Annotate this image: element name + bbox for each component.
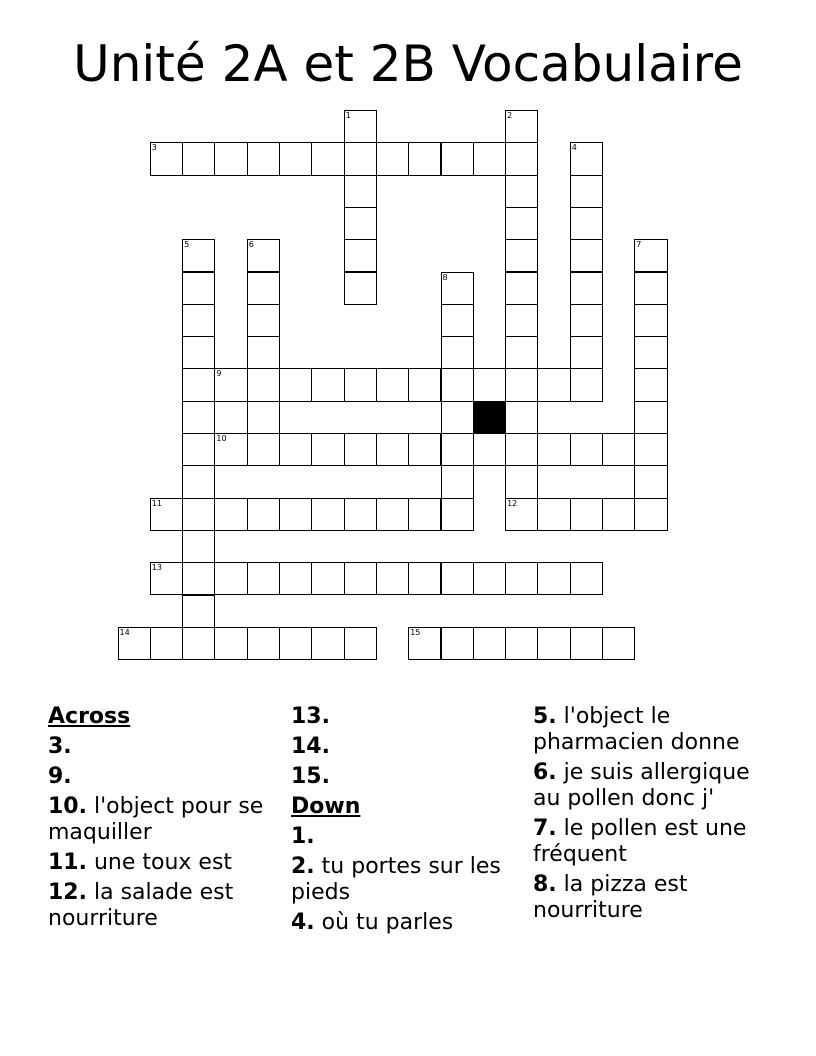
- clue-item-number: 12.: [48, 880, 87, 905]
- answer-cell[interactable]: [182, 433, 215, 466]
- answer-cell[interactable]: [150, 498, 183, 531]
- answer-cell[interactable]: [408, 562, 441, 595]
- answer-cell[interactable]: [247, 272, 280, 305]
- answer-cell[interactable]: [441, 433, 474, 466]
- answer-cell[interactable]: [473, 627, 506, 660]
- answer-cell[interactable]: [344, 562, 377, 595]
- answer-cell[interactable]: [505, 465, 538, 498]
- answer-cell[interactable]: [634, 336, 667, 369]
- answer-cell[interactable]: [441, 401, 474, 434]
- answer-cell[interactable]: [441, 627, 474, 660]
- answer-cell[interactable]: [634, 239, 667, 272]
- answer-cell[interactable]: [505, 239, 538, 272]
- answer-cell[interactable]: [376, 433, 409, 466]
- answer-cell[interactable]: [311, 368, 344, 401]
- answer-cell[interactable]: [634, 304, 667, 337]
- answer-cell[interactable]: [634, 433, 667, 466]
- clue-item: [48, 764, 268, 790]
- answer-cell[interactable]: [182, 239, 215, 272]
- clue-number: 1: [345, 111, 351, 120]
- clue-item-number: 6.: [533, 760, 557, 785]
- clue-item: [48, 734, 268, 760]
- answer-cell[interactable]: [279, 142, 312, 175]
- answer-cell[interactable]: [537, 627, 570, 660]
- answer-cell[interactable]: [634, 401, 667, 434]
- answer-cell[interactable]: [570, 336, 603, 369]
- answer-cell[interactable]: [376, 368, 409, 401]
- answer-cell[interactable]: [441, 465, 474, 498]
- answer-cell[interactable]: [570, 433, 603, 466]
- clue-number: 13: [151, 563, 162, 573]
- answer-cell[interactable]: [570, 239, 603, 272]
- answer-cell[interactable]: [344, 627, 377, 660]
- answer-cell[interactable]: [441, 562, 474, 595]
- answer-cell[interactable]: [505, 562, 538, 595]
- answer-cell[interactable]: [570, 142, 603, 175]
- answer-cell[interactable]: [376, 498, 409, 531]
- answer-cell[interactable]: [376, 562, 409, 595]
- answer-cell[interactable]: [247, 562, 280, 595]
- answer-cell[interactable]: [182, 336, 215, 369]
- answer-cell[interactable]: [344, 207, 377, 240]
- answer-cell[interactable]: [408, 627, 441, 660]
- answer-cell[interactable]: [441, 304, 474, 337]
- clue-item-text: la pizza est nourriture: [533, 872, 688, 923]
- answer-cell[interactable]: [182, 562, 215, 595]
- answer-cell[interactable]: [602, 498, 635, 531]
- clue-item: [533, 704, 773, 756]
- answer-cell[interactable]: [537, 433, 570, 466]
- answer-cell[interactable]: [537, 562, 570, 595]
- clue-item-number: 9.: [48, 764, 72, 789]
- answer-cell[interactable]: [279, 368, 312, 401]
- answer-cell[interactable]: [214, 627, 247, 660]
- answer-cell[interactable]: [602, 627, 635, 660]
- clue-number: 8: [442, 272, 448, 282]
- clue-number: 10: [216, 434, 227, 443]
- answer-cell[interactable]: [182, 368, 215, 401]
- clues-column-2: [291, 704, 511, 940]
- clue-item-number: 2.: [291, 854, 315, 879]
- clue-item-text: tu portes sur les pieds: [291, 854, 501, 905]
- answer-cell[interactable]: [214, 498, 247, 531]
- answer-cell[interactable]: [505, 272, 538, 305]
- answer-cell[interactable]: [182, 627, 215, 660]
- page-title: Unité 2A et 2B Vocabulaire: [73, 35, 743, 93]
- clue-number: 5: [184, 240, 190, 250]
- answer-cell[interactable]: [118, 627, 151, 660]
- answer-cell[interactable]: [537, 368, 570, 401]
- answer-cell[interactable]: [441, 272, 474, 305]
- answer-cell[interactable]: [505, 498, 538, 531]
- answer-cell[interactable]: [311, 433, 344, 466]
- answer-cell[interactable]: [473, 142, 506, 175]
- clue-number: 6: [248, 240, 254, 250]
- answer-cell[interactable]: [634, 272, 667, 305]
- answer-cell[interactable]: [182, 530, 215, 563]
- answer-cell[interactable]: [408, 368, 441, 401]
- answer-cell[interactable]: [505, 433, 538, 466]
- clue-number: 2: [507, 111, 513, 120]
- answer-cell[interactable]: [505, 207, 538, 240]
- clue-item-number: 11.: [48, 850, 87, 875]
- clue-item-number: 1.: [291, 824, 315, 849]
- answer-cell[interactable]: [505, 627, 538, 660]
- clue-item: [291, 824, 511, 850]
- answer-cell[interactable]: [214, 368, 247, 401]
- answer-cell[interactable]: [311, 498, 344, 531]
- answer-cell[interactable]: [344, 175, 377, 208]
- answer-cell[interactable]: [408, 433, 441, 466]
- answer-cell[interactable]: [214, 562, 247, 595]
- clues-column-1: [48, 704, 268, 936]
- answer-cell[interactable]: [344, 142, 377, 175]
- clue-item-text: une toux est: [86, 850, 233, 875]
- clue-item-number: 5.: [533, 704, 557, 729]
- clue-section-heading: Down: [291, 794, 361, 819]
- answer-cell[interactable]: [473, 368, 506, 401]
- answer-cell[interactable]: [505, 401, 538, 434]
- answer-cell[interactable]: [214, 142, 247, 175]
- clue-item: [48, 880, 268, 932]
- clue-number: 14: [119, 627, 130, 637]
- answer-cell[interactable]: [344, 368, 377, 401]
- answer-cell[interactable]: [570, 368, 603, 401]
- answer-cell[interactable]: [150, 562, 183, 595]
- answer-cell[interactable]: [279, 498, 312, 531]
- answer-cell[interactable]: [247, 336, 280, 369]
- answer-cell[interactable]: [214, 433, 247, 466]
- answer-cell[interactable]: [311, 142, 344, 175]
- clue-section-heading: Across: [48, 704, 131, 729]
- clue-item: [291, 764, 511, 790]
- answer-cell[interactable]: [570, 304, 603, 337]
- answer-cell[interactable]: [473, 433, 506, 466]
- answer-cell[interactable]: [247, 239, 280, 272]
- answer-cell[interactable]: [344, 110, 377, 143]
- clue-number: 4: [571, 143, 577, 153]
- answer-cell[interactable]: [408, 142, 441, 175]
- filled-square: [473, 401, 506, 434]
- clue-item: [533, 816, 773, 868]
- answer-cell[interactable]: [570, 498, 603, 531]
- answer-cell[interactable]: [634, 498, 667, 531]
- answer-cell[interactable]: [570, 207, 603, 240]
- clue-number: 3: [151, 143, 157, 153]
- answer-cell[interactable]: [344, 433, 377, 466]
- clue-item: [291, 910, 511, 936]
- answer-cell[interactable]: [505, 368, 538, 401]
- answer-cell[interactable]: [279, 562, 312, 595]
- answer-cell[interactable]: [570, 562, 603, 595]
- answer-cell[interactable]: [634, 368, 667, 401]
- clue-item-number: 4.: [291, 910, 315, 935]
- answer-cell[interactable]: [505, 336, 538, 369]
- clue-item-number: 8.: [533, 872, 557, 897]
- clue-item-number: 14.: [291, 734, 330, 759]
- answer-cell[interactable]: [247, 142, 280, 175]
- answer-cell[interactable]: [537, 498, 570, 531]
- clue-item-text: la salade est nourriture: [48, 880, 234, 931]
- answer-cell[interactable]: [408, 498, 441, 531]
- clues-column-3: [533, 704, 773, 928]
- clue-number: 7: [636, 240, 642, 250]
- clue-item: [533, 760, 773, 812]
- answer-cell[interactable]: [150, 627, 183, 660]
- answer-cell[interactable]: [247, 304, 280, 337]
- clue-item-text: l'object le pharmacien donne: [533, 704, 740, 755]
- clue-item: [533, 872, 773, 924]
- clue-number: 15: [410, 627, 421, 637]
- answer-cell[interactable]: [344, 498, 377, 531]
- answer-cell[interactable]: [441, 142, 474, 175]
- answer-cell[interactable]: [570, 627, 603, 660]
- clue-item-number: 10.: [48, 794, 87, 819]
- clue-item-number: 15.: [291, 764, 330, 789]
- answer-cell[interactable]: [182, 401, 215, 434]
- answer-cell[interactable]: [279, 627, 312, 660]
- answer-cell[interactable]: [344, 239, 377, 272]
- clue-item-number: 7.: [533, 816, 557, 841]
- answer-cell[interactable]: [505, 142, 538, 175]
- answer-cell[interactable]: [247, 433, 280, 466]
- answer-cell[interactable]: [505, 175, 538, 208]
- answer-cell[interactable]: [344, 272, 377, 305]
- answer-cell[interactable]: [247, 498, 280, 531]
- clue-item-number: 13.: [291, 704, 330, 729]
- clue-item-text: où tu parles: [314, 910, 454, 935]
- clue-item-text: le pollen est une fréquent: [533, 816, 747, 867]
- answer-cell[interactable]: [182, 498, 215, 531]
- answer-cell[interactable]: [570, 272, 603, 305]
- answer-cell[interactable]: [150, 142, 183, 175]
- clue-number: 9: [216, 369, 222, 379]
- answer-cell[interactable]: [311, 627, 344, 660]
- answer-cell[interactable]: [247, 368, 280, 401]
- clue-item-text: l'object pour se maquiller: [48, 794, 264, 845]
- answer-cell[interactable]: [182, 142, 215, 175]
- answer-cell[interactable]: [279, 433, 312, 466]
- answer-cell[interactable]: [441, 498, 474, 531]
- clue-item: [48, 794, 268, 846]
- answer-cell[interactable]: [473, 562, 506, 595]
- answer-cell[interactable]: [182, 304, 215, 337]
- clue-item: [291, 854, 511, 906]
- answer-cell[interactable]: [505, 110, 538, 143]
- clue-item: [291, 704, 511, 730]
- answer-cell[interactable]: [247, 627, 280, 660]
- answer-cell[interactable]: [311, 562, 344, 595]
- answer-cell[interactable]: [182, 465, 215, 498]
- clue-item-text: je suis allergique au pollen donc j': [533, 760, 750, 811]
- answer-cell[interactable]: [247, 401, 280, 434]
- clue-item-number: 3.: [48, 734, 72, 759]
- answer-cell[interactable]: [182, 272, 215, 305]
- clue-number: 12: [507, 498, 518, 508]
- answer-cell[interactable]: [441, 368, 474, 401]
- clue-item: [48, 850, 268, 876]
- answer-cell[interactable]: [602, 433, 635, 466]
- clue-item: [291, 734, 511, 760]
- answer-cell[interactable]: [441, 336, 474, 369]
- answer-cell[interactable]: [505, 304, 538, 337]
- answer-cell[interactable]: [634, 465, 667, 498]
- clue-number: 11: [151, 498, 162, 508]
- answer-cell[interactable]: [570, 175, 603, 208]
- answer-cell[interactable]: [376, 142, 409, 175]
- answer-cell[interactable]: [182, 595, 215, 628]
